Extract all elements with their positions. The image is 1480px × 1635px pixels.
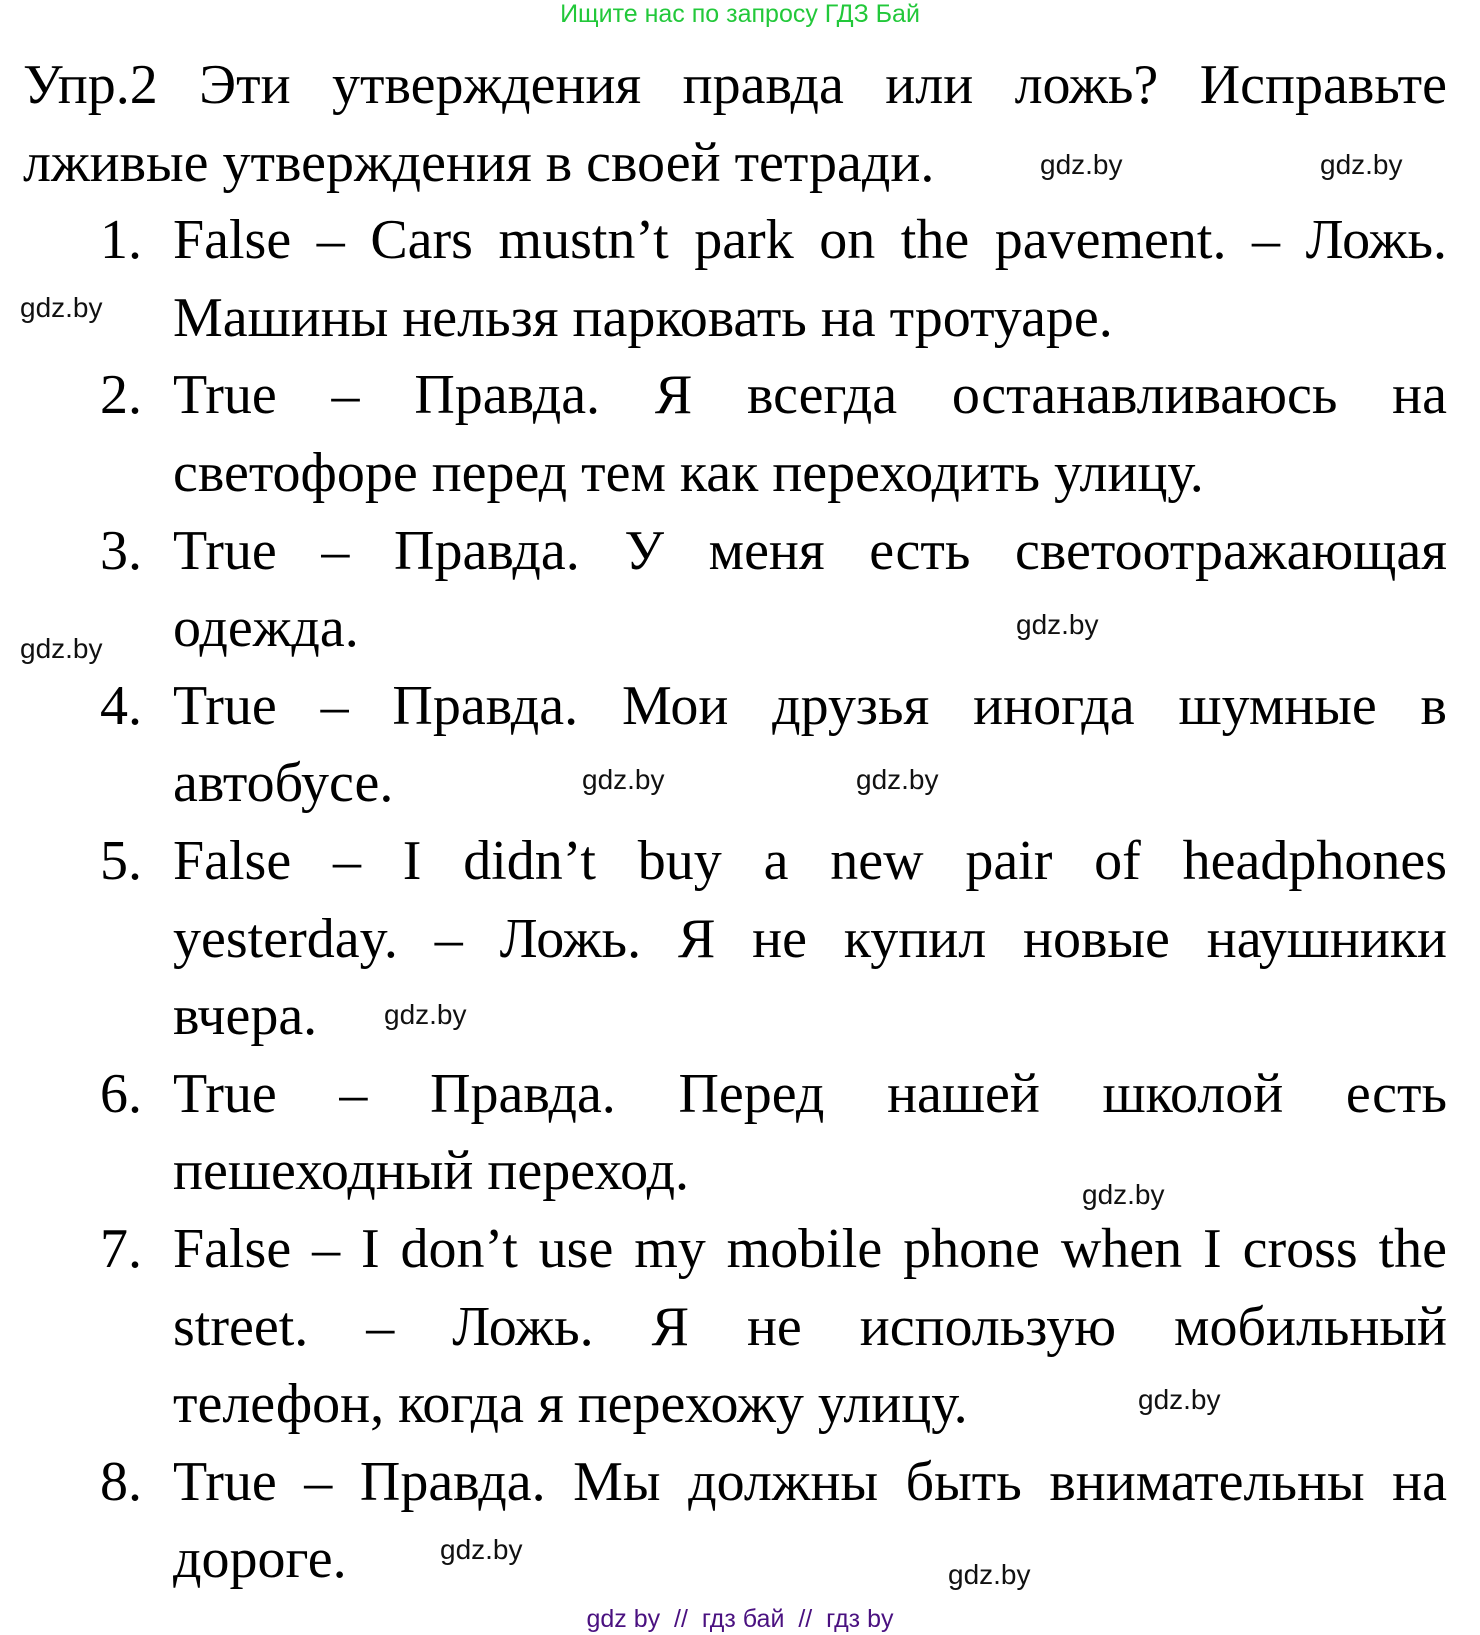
list-item xyxy=(0,202,1480,357)
item-number: 4. xyxy=(100,674,142,737)
watermark-text: gdz.by xyxy=(384,999,467,1030)
watermark-text: gdz.by xyxy=(582,764,665,795)
watermark-text: gdz.by xyxy=(20,292,103,323)
item-line: светофоре перед тем как переходить улицу. xyxy=(173,441,1204,504)
item-line: street. – Ложь. Я не использую мобильный xyxy=(173,1295,1447,1358)
watermark-text: gdz.by xyxy=(20,633,103,664)
list-item xyxy=(0,1056,1480,1211)
item-line: автобусе. xyxy=(173,752,394,815)
item-line: Машины нельзя парковать на тротуаре. xyxy=(173,286,1113,349)
list-item xyxy=(0,668,1480,823)
exercise-document xyxy=(0,47,1480,1599)
search-hint-banner: Ищите нас по запросу ГДЗ Бай xyxy=(560,0,920,28)
list-item xyxy=(0,823,1480,1056)
item-line: дороге. xyxy=(173,1528,347,1591)
watermark-text: gdz.by xyxy=(1082,1179,1165,1210)
item-line: True – Правда. Я всегда останавливаюсь на xyxy=(173,364,1447,427)
item-line: False – I didn’t buy a new pair of headphones xyxy=(173,829,1447,892)
title-line: лживые утверждения в своей тетради. xyxy=(23,131,935,194)
list-item xyxy=(0,357,1480,512)
item-line: yesterday. – Ложь. Я не купил новые наушники xyxy=(173,907,1447,970)
item-line: вчера. xyxy=(173,985,318,1048)
item-line: False – Cars mustn’t park on the pavement. – Ложь. xyxy=(173,209,1447,272)
watermark-text: gdz.by xyxy=(1138,1384,1221,1415)
item-line: True – Правда. Мы должны быть внимательны на xyxy=(173,1450,1447,1513)
watermark-text: gdz.by xyxy=(1040,149,1123,180)
exercise-title xyxy=(0,47,1480,202)
item-line: одежда. xyxy=(173,597,359,660)
watermark-text: gdz.by xyxy=(948,1559,1031,1590)
item-number: 2. xyxy=(100,364,142,427)
answer-list xyxy=(0,202,1480,1599)
item-number: 1. xyxy=(100,209,142,272)
list-item xyxy=(0,1211,1480,1444)
item-line: True – Правда. Перед нашей школой есть xyxy=(173,1062,1447,1125)
watermark-text: gdz.by xyxy=(1016,609,1099,640)
item-line: True – Правда. Мои друзья иногда шумные в xyxy=(173,674,1447,737)
item-number: 6. xyxy=(100,1062,142,1125)
list-item xyxy=(0,513,1480,668)
title-line: Упр.2 Эти утверждения правда или ложь? Исправьте xyxy=(23,54,1447,116)
item-number: 7. xyxy=(100,1217,142,1280)
watermark-text: gdz.by xyxy=(856,764,939,795)
item-line: False – I don’t use my mobile phone when I cross the xyxy=(173,1217,1447,1280)
watermark-text: gdz.by xyxy=(1320,149,1403,180)
item-line: телефон, когда я перехожу улицу. xyxy=(173,1373,968,1436)
watermark-text: gdz.by xyxy=(440,1534,523,1565)
footer-links: gdz by // гдз бай // гдз by xyxy=(586,1605,894,1633)
item-number: 3. xyxy=(100,519,142,582)
item-line: пешеходный переход. xyxy=(173,1140,690,1203)
item-number: 5. xyxy=(100,829,142,892)
item-number: 8. xyxy=(100,1450,142,1513)
list-item xyxy=(0,1444,1480,1599)
item-line: True – Правда. У меня есть светоотражающая xyxy=(173,519,1447,582)
